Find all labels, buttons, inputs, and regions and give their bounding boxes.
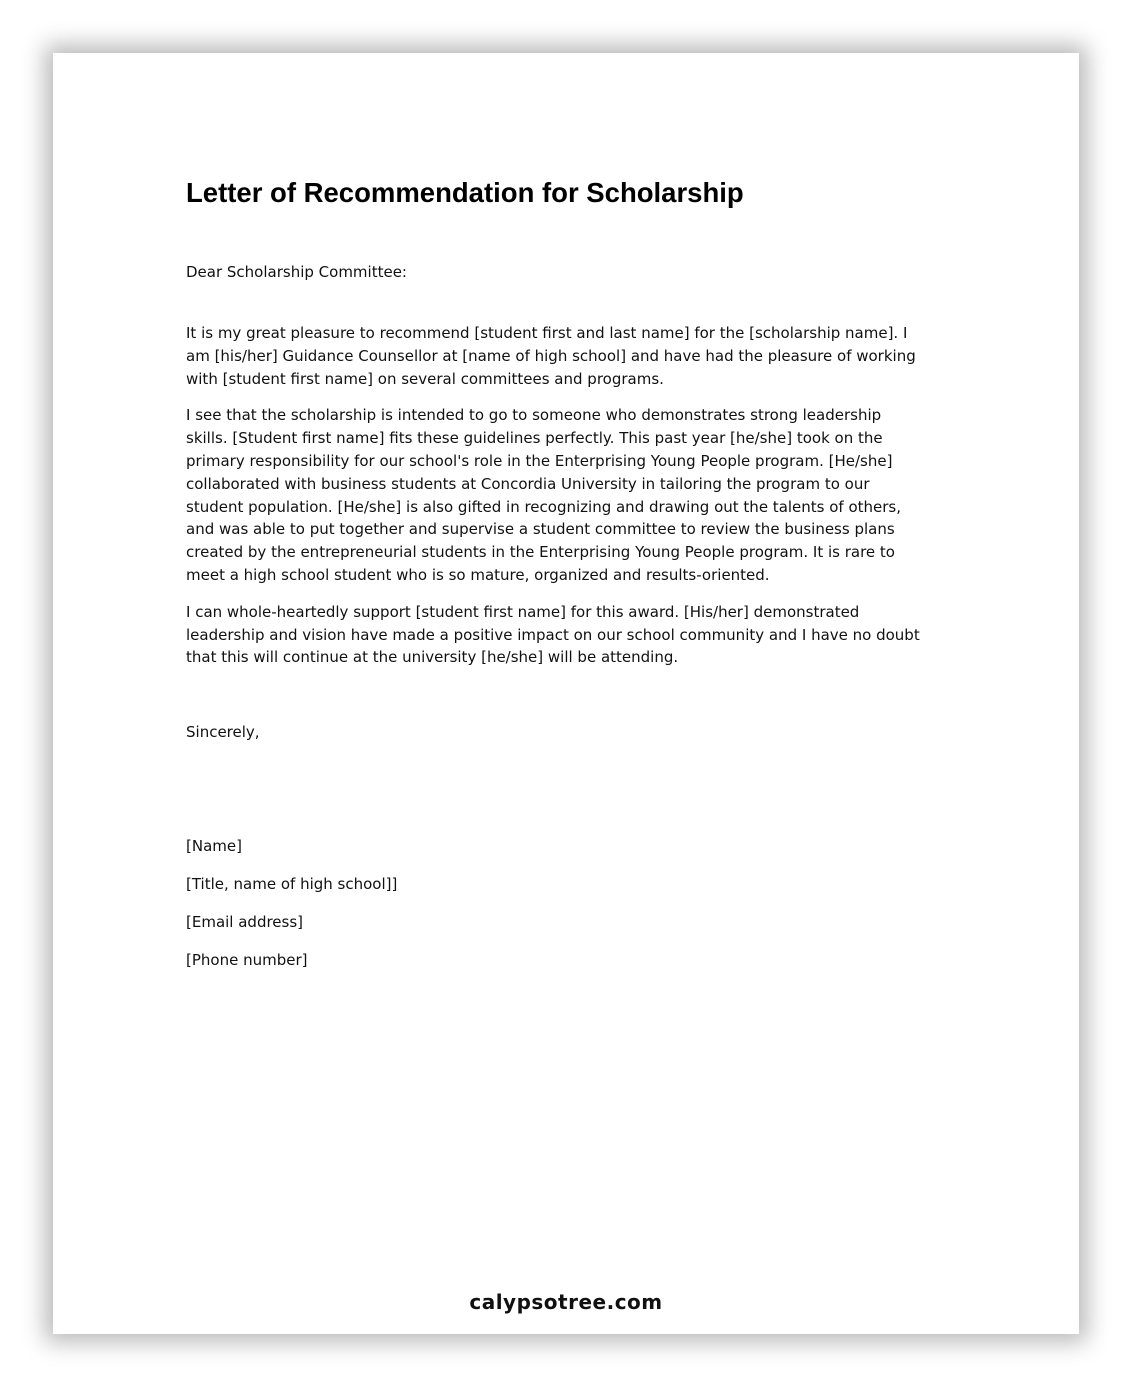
signature-phone: [Phone number] [186,951,308,970]
site-watermark: calypsotree.com [469,1290,663,1314]
signature-block [186,835,926,972]
paragraph-leadership: I see that the scholarship is intended to go to someone who demonstrates strong leadership skills. [Student first name] fits these guidelines perfectly. This past year [he/she] took on the primary responsibility for our school's role in the Enterprising Young People program. [He/she] collaborated with business students at Concordia University in tailoring the program to our student population. [He/she] is also gifted in recognizing and drawing out the talents of others, and was able to put together and supervise a student committee to review the business plans created by the entrepreneurial students in the Enterprising Young People program. It is rare to meet a high school student who is so mature, organized and results-oriented. [186,406,902,584]
paragraph-introduction: It is my great pleasure to recommend [student first and last name] for the [scholarship name]. I am [his/her] Guidance Counsellor at [name of high school] and have had the pleasure of working with [student first name] on several committees and programs. [186,324,916,388]
letter-body [186,173,926,987]
signature-email: [Email address] [186,913,304,932]
signature-name: [Name] [186,837,242,856]
letter-title: Letter of Recommendation for Scholarship [186,177,744,208]
paragraph-endorsement: I can whole-heartedly support [student first name] for this award. [His/her] demonstrated leadership and vision have made a positive impact on our school community and I have no doubt that this will continue at the university [he/she] will be attending. [186,602,920,667]
closing: Sincerely, [186,723,260,742]
salutation: Dear Scholarship Committee: [186,263,407,281]
document-page [53,53,1079,1334]
signature-title: [Title, name of high school]] [186,875,398,894]
